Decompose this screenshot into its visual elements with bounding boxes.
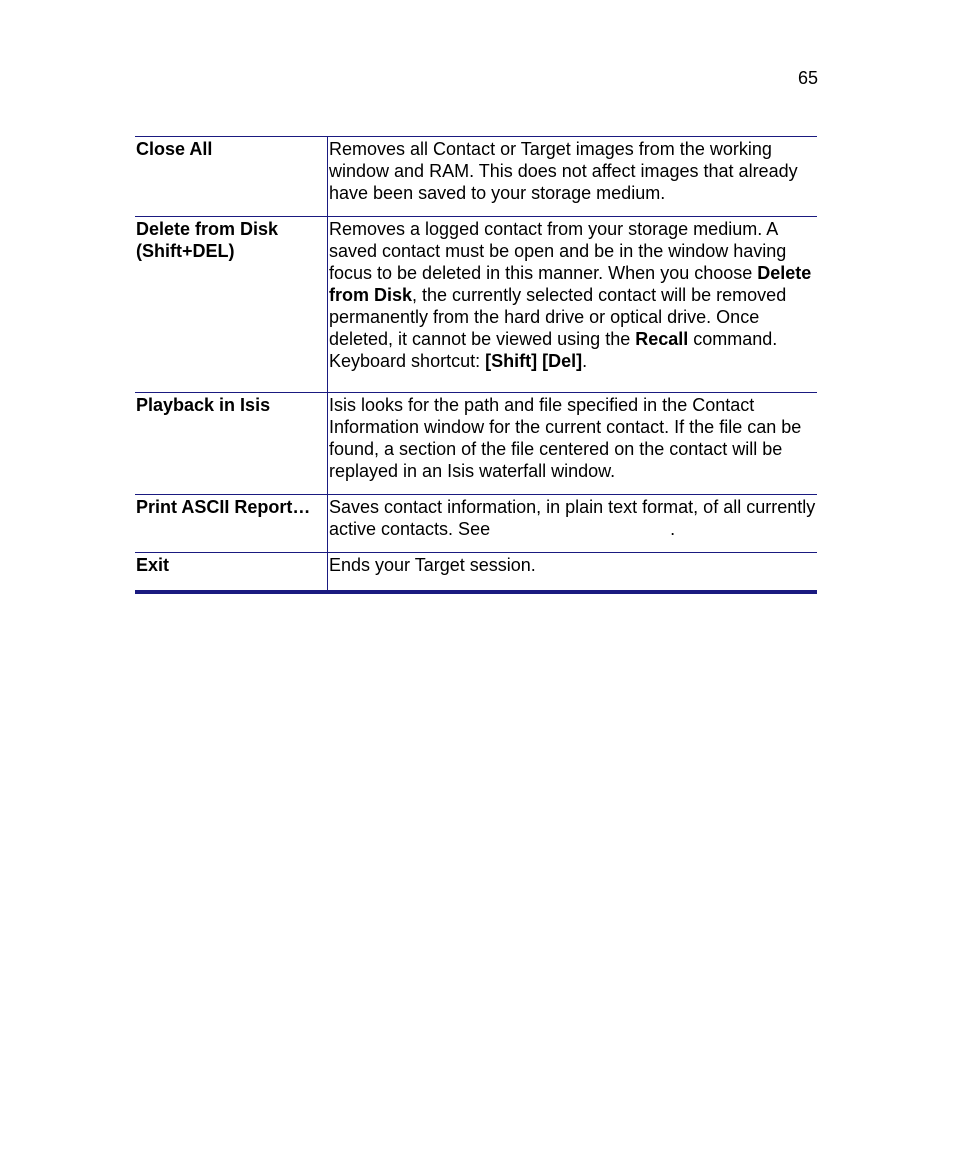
table-row	[135, 137, 817, 217]
table-row	[135, 553, 817, 593]
shortcut-end: .	[582, 351, 588, 371]
table-row	[135, 495, 817, 553]
term-delete-from-disk	[135, 217, 328, 393]
desc-delete-from-disk	[328, 217, 818, 393]
shortcut-label: Keyboard shortcut:	[329, 351, 486, 371]
desc-print-ascii-report	[328, 495, 818, 553]
shortcut-keys: [Shift] [Del]	[485, 351, 583, 371]
desc-text: Removes a logged contact from your storage medium. A saved contact must be open and be in the window having focus to be deleted in this manner. When you choose	[329, 219, 787, 283]
term-line: Delete from Disk	[136, 219, 279, 239]
term-print-ascii-report: Print ASCII Report…	[135, 495, 328, 553]
desc-close-all: Removes all Contact or Target images from the working window and RAM. This does not affect images that already have been saved to your storage medium.	[329, 139, 798, 203]
page-number: 65	[797, 68, 818, 88]
desc-bold-term: Recall	[635, 329, 689, 349]
desc-playback-in-isis: Isis looks for the path and file specified in the Contact Information window for the current contact. If the file can be found, a section of the file centered on the contact will be replayed in an Isis waterfall window.	[329, 395, 802, 481]
desc-bold-term: Delete from Disk	[329, 263, 812, 305]
desc-text: , the currently selected contact will be removed permanently from the hard drive or optical drive. Once deleted, it cannot be viewed using the	[329, 285, 787, 349]
term-playback-in-isis: Playback in Isis	[135, 393, 328, 495]
term-exit: Exit	[135, 553, 328, 593]
command-table	[135, 136, 817, 594]
desc-text: command.	[688, 329, 778, 349]
desc-text: Saves contact information, in plain text format, of all currently active contacts. See	[329, 497, 816, 539]
desc-exit: Ends your Target session.	[329, 555, 536, 575]
term-close-all: Close All	[135, 137, 328, 217]
term-line: (Shift+DEL)	[136, 241, 235, 261]
table-row	[135, 393, 817, 495]
table-row	[135, 217, 817, 393]
desc-end: .	[670, 519, 676, 539]
